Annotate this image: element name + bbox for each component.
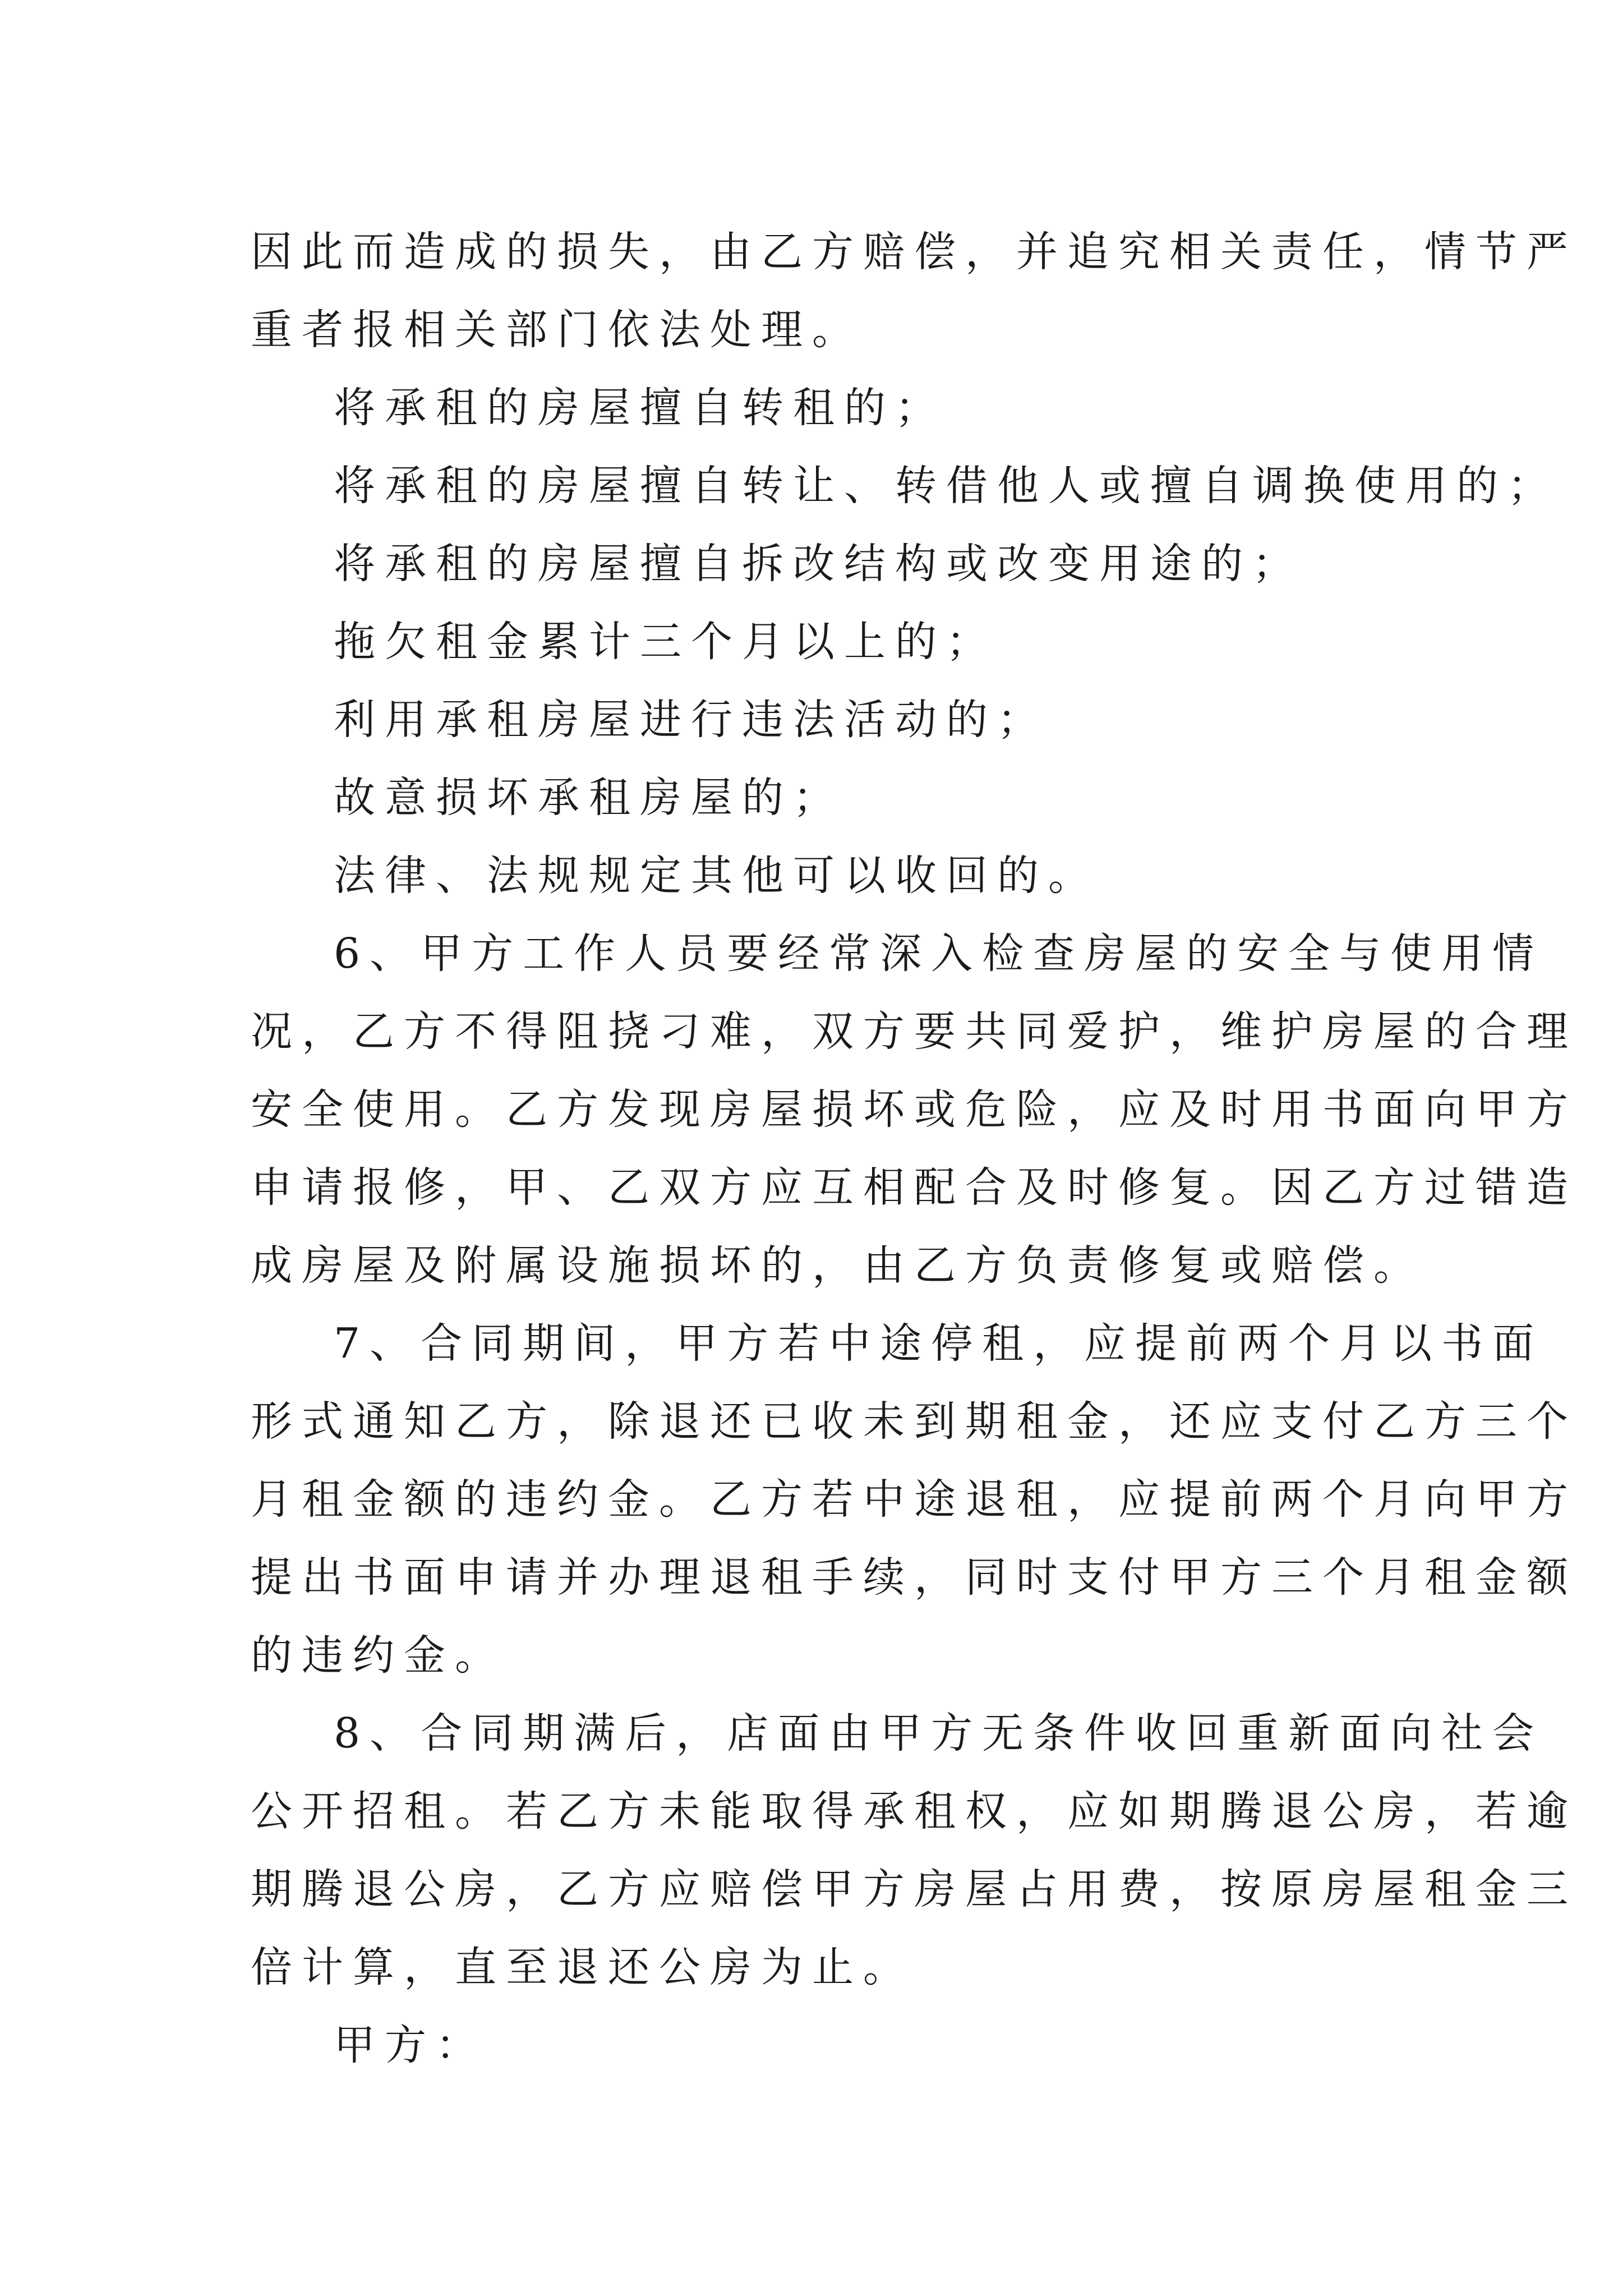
document-line: 月租金额的违约金。乙方若中途退租，应提前两个月向甲方: [251, 1475, 1578, 1524]
document-line: 8、合同期满后，店面由甲方无条件收回重新面向社会: [334, 1709, 1544, 1757]
document-line: 安全使用。乙方发现房屋损坏或危险，应及时用书面向甲方: [251, 1085, 1578, 1134]
document-line: 法律、法规规定其他可以收回的。: [334, 852, 1099, 900]
document-line: 期腾退公房，乙方应赔偿甲方房屋占用费，按原房屋租金三: [251, 1865, 1578, 1913]
document-line: 况，乙方不得阻挠刁难，双方要共同爱护，维护房屋的合理: [251, 1007, 1578, 1056]
document-line: 的违约金。: [251, 1631, 506, 1680]
document-line: 故意损坏承租房屋的；: [334, 774, 844, 822]
document-line: 将承租的房屋擅自转租的；: [334, 384, 946, 432]
document-line: 因此而造成的损失，由乙方赔偿，并追究相关责任，情节严: [251, 228, 1578, 276]
document-line: 利用承租房屋进行违法活动的；: [334, 696, 1048, 744]
document-line: 6、甲方工作人员要经常深入检查房屋的安全与使用情: [334, 930, 1544, 978]
document-body: [251, 213, 1578, 2085]
document-line: 公开招租。若乙方未能取得承租权，应如期腾退公房，若逾: [251, 1787, 1578, 1835]
document-line: 重者报相关部门依法处理。: [251, 306, 863, 354]
document-line: 将承租的房屋擅自拆改结构或改变用途的；: [334, 540, 1303, 588]
document-line: 拖欠租金累计三个月以上的；: [334, 618, 997, 666]
document-line: 甲方：: [334, 2021, 487, 2069]
document-line: 形式通知乙方，除退还已收未到期租金，还应支付乙方三个: [251, 1397, 1578, 1446]
document-line: 7、合同期间，甲方若中途停租，应提前两个月以书面: [334, 1319, 1544, 1368]
document-line: 提出书面申请并办理退租手续，同时支付甲方三个月租金额: [251, 1553, 1578, 1602]
document-line: 申请报修，甲、乙双方应互相配合及时修复。因乙方过错造: [251, 1163, 1578, 1212]
document-line: 倍计算，直至退还公房为止。: [251, 1943, 914, 1991]
document-line: 成房屋及附属设施损坏的，由乙方负责修复或赔偿。: [251, 1241, 1424, 1290]
document-line: 将承租的房屋擅自转让、转借他人或擅自调换使用的；: [334, 462, 1559, 510]
